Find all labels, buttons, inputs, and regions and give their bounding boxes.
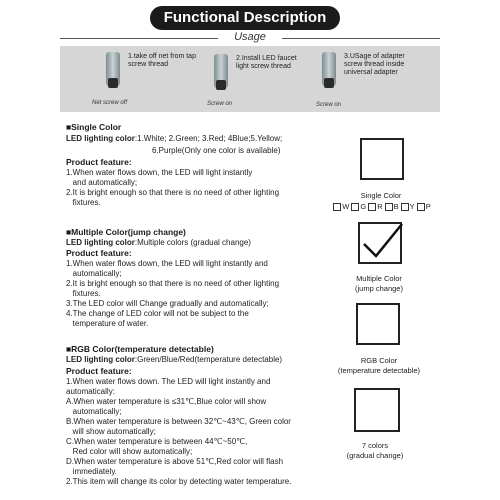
single-feature-title: Product feature:: [66, 157, 132, 167]
multiple-color-sublabel: (jump change): [355, 284, 403, 293]
seven-colors-sublabel: (gradual change): [346, 451, 404, 460]
color-options: W G R B Y P: [326, 202, 436, 211]
checkbox[interactable]: [333, 203, 341, 211]
multiple-color-title: ■Multiple Color(jump change): [66, 227, 186, 237]
rgb-feature-list: 1.When water flows down. The LED will light instantly and automatically: A.When water temperature is ≤31℃,Blue color will show automatically; B.When water temperature is between 32℃~43℃, Green color will show automatically; C.When water temperature is between 44℃~50℃, Red color will show automatically; D.When water temperature is above 51℃,Red color will flash immediately. 2.This item will change its color by detecting water temperature.: [66, 377, 292, 486]
checkmark-icon: [358, 220, 406, 264]
checkbox[interactable]: [417, 203, 425, 211]
multiple-feature-title: Product feature:: [66, 248, 132, 258]
usage-label: Usage: [218, 31, 282, 43]
single-color-title: ■Single Color: [66, 122, 122, 132]
rgb-color-line: LED lighting color:Green/Blue/Red(temperature detectable): [66, 355, 283, 364]
rgb-color-label: RGB Color: [360, 356, 398, 365]
checkbox[interactable]: [351, 203, 359, 211]
single-color-line: LED lighting color:1.White; 2.Green; 3.Red; 4Blue;5.Yellow;: [66, 134, 283, 143]
page-title: Functional Description: [150, 6, 340, 30]
single-color-line2: 6.Purple(Only one color is available): [152, 146, 281, 155]
single-color-box: [360, 138, 404, 180]
rgb-color-title: ■RGB Color(temperature detectable): [66, 344, 214, 354]
step-3-caption: Screw on: [316, 102, 342, 108]
multiple-color-label: Multiple Color: [356, 274, 402, 283]
step-1-text: 1.take off net from tap screw thread: [128, 53, 196, 68]
step-1-caption: Net screw off: [92, 100, 128, 106]
rgb-color-box: [356, 303, 400, 345]
rgb-feature-title: Product feature:: [66, 366, 132, 376]
checkbox[interactable]: [368, 203, 376, 211]
multiple-color-line: LED lighting color:Multiple colors (gradual change): [66, 238, 251, 247]
checkbox[interactable]: [401, 203, 409, 211]
single-color-label: Single Color: [360, 191, 402, 200]
multiple-color-box: [358, 222, 402, 264]
faucet-light-image: [214, 54, 228, 88]
faucet-light-image: [322, 52, 336, 86]
checkbox[interactable]: [385, 203, 393, 211]
step-3-text: 3.USage of adapter screw thread inside universal adapter: [344, 53, 405, 76]
single-feature-list: 1.When water flows down, the LED will light instantly and automatically; 2.It is bright enough so that there is no need of other lighting fixtures.: [66, 168, 280, 207]
step-2-text: 2.Install LED faucet light screw thread: [236, 55, 297, 70]
seven-colors-box: [354, 388, 400, 432]
rgb-color-sublabel: (temperature detectable): [337, 366, 421, 375]
step-2-caption: Screw on: [207, 101, 233, 107]
faucet-light-image: [106, 52, 120, 86]
multiple-feature-list: 1.When water flows down, the LED will light instantly and automatically; 2.It is bright enough so that there is no need of other lighting fixtures. 3.The LED color will Change gradually and automatically; 4.The change of LED color will not be subject to the temperature of water.: [66, 259, 280, 328]
seven-colors-label: 7 colors: [361, 441, 389, 450]
